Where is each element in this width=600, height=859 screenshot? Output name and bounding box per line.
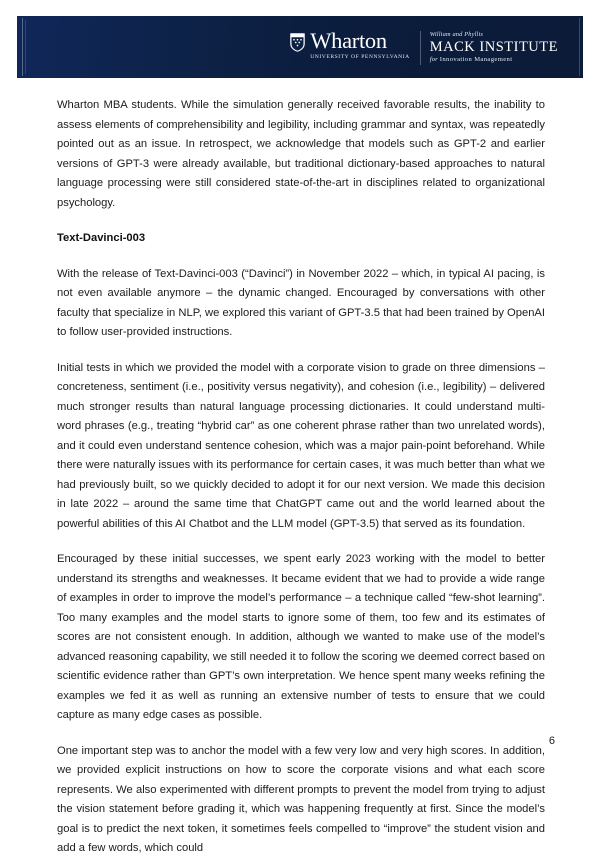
mack-tagline-for: for [429, 56, 438, 63]
mack-institute-tagline [430, 55, 513, 64]
header-banner [17, 16, 583, 78]
banner-left-rule-secondary [25, 20, 26, 74]
body-paragraph: One important step was to anchor the model with a few very low and very high scores. In addition, we provided explicit instructions on how to score the corporate visions and what each score represents. We also experimented with different prompts to prevent the model from trying to adjust the vision statement before grading it, which was happening frequently at first. Since the model’s goal is to predict the next token, it sometimes feels compelled to “improve” the student vision and add a few words, which could [57, 744, 545, 854]
mack-institute-logo [430, 29, 558, 64]
banner-right-rule [579, 18, 580, 76]
body-paragraph: With the release of Text-Davinci-003 (“Davinci”) in November 2022 – which, in typical AI pacing, is not even available anymore – the dynamic changed. Encouraged by conversations with other faculty that specialize in NLP, we explored this variant of GPT-3.5 that had been trained by OpenAI to follow user-provided instructions. [57, 267, 545, 338]
page-number: 6 [548, 735, 555, 747]
wharton-logo [290, 29, 410, 61]
banner-left-rule [22, 18, 23, 76]
wharton-name: Wharton [310, 28, 387, 53]
wharton-mack-logo-lockup [290, 29, 558, 67]
wharton-shield-icon [290, 33, 305, 52]
section-heading: Text-Davinci-003 [57, 232, 146, 244]
body-paragraph: Encouraged by these initial successes, we spent early 2023 working with the model to better understand its strengths and weaknesses. It became evident that we had to provide a wide range of examples in order to improve the model’s performance – a technique called “few-shot learning”. Too many examples and the model starts to ignore some of them, too few and its estimates of scores are not consistent enough. In addition, although we wanted to make use of the model’s advanced reasoning capability, we still needed it to follow the scoring we deemed correct based on scientific evidence rather than GPT’s own interpretation. We hence spent many weeks refining the examples we fed it as well as running an extensive number of tests to ensure that we could capture as many edge cases as possible. [57, 553, 545, 721]
logo-divider [420, 31, 421, 65]
body-paragraph: Initial tests in which we provided the model with a corporate vision to grade on three dimensions – concreteness, sentiment (i.e., positivity versus negativity), and cohesion (i.e., legibility) – delivered much stronger results than natural language processing dictionaries. It could understand multi-word phrases (e.g., treating “hybrid car” as one coherent phrase rather than two unrelated words), and it could even understand sentence cohesion, which was a major pain-point beforehand. While there were naturally issues with its performance for certain cases, it was much better than what we had previously built, so we quickly decided to adopt it for our next version. We made this decision in late 2022 – around the same time that ChatGPT came out and the world learned about the powerful abilities of this AI Chatbot and the LLM model (GPT-3.5) that served as its foundation. [57, 361, 545, 530]
mack-tagline-text: Innovation Management [439, 56, 513, 63]
mack-eyebrow: William and Phyllis [429, 31, 484, 38]
mack-institute-name: MACK INSTITUTE [429, 39, 558, 55]
wharton-subtitle: UNIVERSITY OF PENNSYLVANIA [310, 54, 410, 60]
body-paragraph: Wharton MBA students. While the simulation generally received favorable results, the inability to assess elements of comprehensibility and legibility, including grammar and syntax, was repeatedly pointed out as an issue. In retrospect, we acknowledge that models such as GPT-2 and earlier versions of GPT-3 were already available, but traditional dictionary-based approaches to natural language processing were still considered state-of-the-art in disciplines related to organizational psychology. [57, 99, 545, 209]
wharton-wordmark [310, 30, 410, 61]
